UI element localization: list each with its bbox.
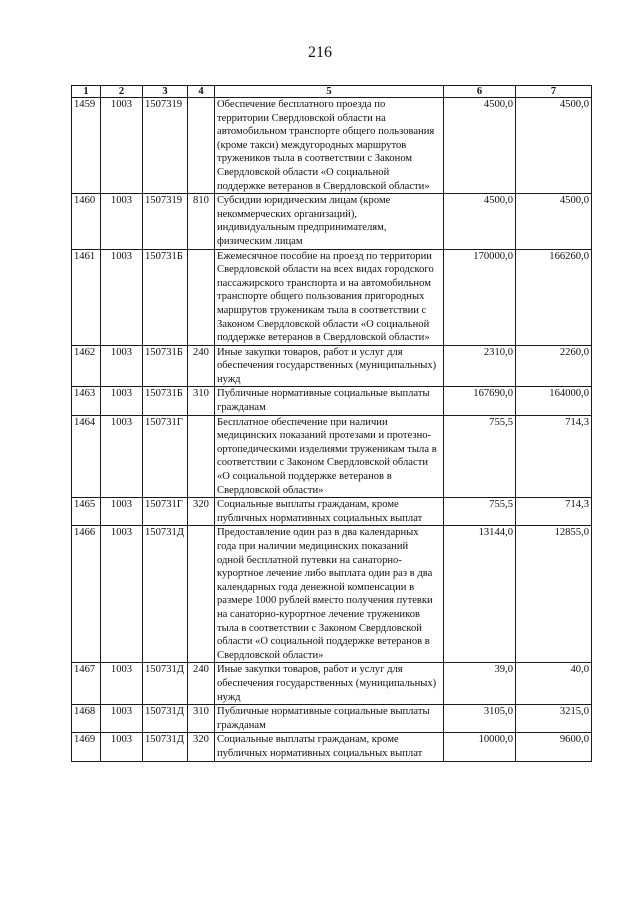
amount-col-7: 3215,0 — [516, 705, 592, 733]
chapter-code: 1003 — [101, 498, 143, 526]
row-number: 1459 — [72, 98, 101, 194]
header-col-4: 4 — [188, 86, 215, 98]
description-line: размере 1000 рублей вместо получения путевки — [217, 595, 433, 607]
row-number: 1468 — [72, 705, 101, 733]
chapter-code: 1003 — [101, 194, 143, 249]
description-line: Публичные нормативные социальные выплаты — [217, 706, 430, 718]
amount-col-6: 13144,0 — [444, 526, 516, 663]
chapter-code: 1003 — [101, 345, 143, 387]
description-line: автомобильном транспорте общего пользования — [217, 126, 435, 138]
target-article-code: 150731Б — [143, 345, 188, 387]
description-line: пассажирского транспорта и на автомобильном — [217, 277, 431, 289]
table-row — [72, 526, 592, 663]
chapter-code: 1003 — [101, 249, 143, 345]
description-line: Публичные нормативные социальные выплаты — [217, 388, 430, 400]
amount-col-6: 4500,0 — [444, 98, 516, 194]
target-article-code: 150731Г — [143, 498, 188, 526]
description-line: обеспечения государственных (муниципальных) — [217, 677, 437, 689]
description-line: гражданам — [217, 402, 266, 414]
expense-description — [215, 526, 444, 663]
chapter-code: 1003 — [101, 733, 143, 761]
expense-type-code: 810 — [188, 194, 215, 249]
description-line: территории Свердловской области на — [217, 112, 386, 124]
target-article-code: 1507319 — [143, 98, 188, 194]
description-line: Свердловской области» — [217, 484, 324, 496]
description-line: года при наличии медицинских показаний — [217, 541, 409, 552]
expense-type-code: 240 — [188, 345, 215, 387]
table-row — [72, 733, 592, 761]
description-line: индивидуальным предпринимателям, — [217, 222, 387, 234]
chapter-code: 1003 — [101, 526, 143, 663]
amount-col-6: 755,5 — [444, 498, 516, 526]
description-line: Бесплатное обеспечение при наличии — [217, 416, 388, 428]
description-line: соответствии с Законом Свердловской области — [217, 457, 429, 469]
row-number: 1467 — [72, 663, 101, 705]
row-number: 1463 — [72, 387, 101, 415]
row-number: 1465 — [72, 498, 101, 526]
expense-type-code: 320 — [188, 498, 215, 526]
amount-col-7: 164000,0 — [516, 387, 592, 415]
expense-type-code: 320 — [188, 733, 215, 761]
target-article-code: 150731Г — [143, 415, 188, 498]
expense-type-code: 240 — [188, 663, 215, 705]
table-row — [72, 345, 592, 387]
row-number: 1461 — [72, 249, 101, 345]
description-line: публичных нормативных социальных выплат — [217, 512, 423, 524]
header-col-7: 7 — [516, 86, 592, 98]
table-row — [72, 98, 592, 194]
description-line: одной бесплатной путевки на санаторно- — [217, 554, 402, 566]
target-article-code: 1507319 — [143, 194, 188, 249]
chapter-code: 1003 — [101, 98, 143, 194]
amount-col-7: 166260,0 — [516, 249, 592, 345]
expense-type-code — [188, 415, 215, 498]
description-line: обеспечения государственных (муниципальных) — [217, 360, 437, 372]
header-col-2: 2 — [101, 86, 143, 98]
expense-description — [215, 345, 444, 387]
amount-col-7: 4500,0 — [516, 98, 592, 194]
expense-type-code: 310 — [188, 705, 215, 733]
row-number: 1460 — [72, 194, 101, 249]
expense-type-code — [188, 249, 215, 345]
description-line: Обеспечение бесплатного проезда по — [217, 99, 386, 110]
amount-col-6: 4500,0 — [444, 194, 516, 249]
amount-col-7: 2260,0 — [516, 345, 592, 387]
description-line: «О социальной поддержке ветеранов в — [217, 471, 392, 483]
chapter-code: 1003 — [101, 387, 143, 415]
expense-description — [215, 387, 444, 415]
description-line: области «О социальной поддержке ветеранов в — [217, 636, 430, 648]
header-col-1: 1 — [72, 86, 101, 98]
table-row — [72, 498, 592, 526]
table-row — [72, 415, 592, 498]
amount-col-7: 12855,0 — [516, 526, 592, 663]
description-line: тружеников тыла в соответствии с Законом — [217, 153, 413, 165]
amount-col-6: 10000,0 — [444, 733, 516, 761]
description-line: Свердловской области «О социальной — [217, 166, 390, 178]
chapter-code: 1003 — [101, 415, 143, 498]
description-line: нужд — [217, 373, 241, 385]
description-line: физическим лицам — [217, 235, 303, 247]
description-line: Свердловской области на всех видах городского — [217, 264, 434, 276]
amount-col-6: 170000,0 — [444, 249, 516, 345]
amount-col-6: 3105,0 — [444, 705, 516, 733]
amount-col-7: 9600,0 — [516, 733, 592, 761]
header-col-6: 6 — [444, 86, 516, 98]
expense-description — [215, 663, 444, 705]
description-line: Иные закупки товаров, работ и услуг для — [217, 346, 403, 358]
row-number: 1462 — [72, 345, 101, 387]
target-article-code: 150731Д — [143, 663, 188, 705]
row-number: 1469 — [72, 733, 101, 761]
description-line: гражданам — [217, 719, 266, 731]
description-line: на санаторно-курортное лечение тружеников — [217, 608, 420, 620]
description-line: тыла в соответствии с Законом Свердловской — [217, 622, 422, 634]
amount-col-7: 40,0 — [516, 663, 592, 705]
amount-col-7: 714,3 — [516, 415, 592, 498]
target-article-code: 150731Д — [143, 705, 188, 733]
description-line: Свердловской области» — [217, 649, 324, 661]
table-row — [72, 663, 592, 705]
table-row — [72, 705, 592, 733]
description-line: Субсидии юридическим лицам (кроме — [217, 195, 391, 207]
description-line: публичных нормативных социальных выплат — [217, 747, 423, 759]
expense-description — [215, 415, 444, 498]
target-article-code: 150731Б — [143, 249, 188, 345]
expense-description — [215, 705, 444, 733]
expense-type-code: 310 — [188, 387, 215, 415]
description-line: Предоставление один раз в два календарных — [217, 527, 419, 539]
description-line: транспорте общего пользования пригородных — [217, 291, 425, 303]
header-col-5: 5 — [215, 86, 444, 98]
expense-description — [215, 733, 444, 761]
description-line: курортное лечение либо выплата один раз в два — [217, 568, 433, 580]
description-line: (кроме такси) междугородных маршрутов — [217, 139, 407, 151]
target-article-code: 150731Б — [143, 387, 188, 415]
table-row — [72, 249, 592, 345]
description-line: Иные закупки товаров, работ и услуг для — [217, 664, 403, 676]
description-line: календарных года денежной компенсации в — [217, 581, 415, 593]
description-line: поддержке ветеранов в Свердловской области» — [217, 332, 430, 344]
amount-col-6: 755,5 — [444, 415, 516, 498]
expense-description — [215, 194, 444, 249]
expense-type-code — [188, 98, 215, 194]
description-line: Законом Свердловской области «О социальной — [217, 318, 430, 330]
budget-table — [71, 85, 592, 762]
page-number: 216 — [308, 44, 332, 61]
target-article-code: 150731Д — [143, 526, 188, 663]
description-line: поддержке ветеранов в Свердловской области» — [217, 180, 430, 192]
chapter-code: 1003 — [101, 663, 143, 705]
table-row — [72, 194, 592, 249]
description-line: Социальные выплаты гражданам, кроме — [217, 734, 399, 746]
header-row — [72, 86, 592, 98]
expense-description — [215, 98, 444, 194]
description-line: ортопедическими изделиями труженикам тыла в — [217, 443, 437, 455]
amount-col-6: 2310,0 — [444, 345, 516, 387]
description-line: нужд — [217, 691, 241, 703]
expense-description — [215, 249, 444, 345]
expense-type-code — [188, 526, 215, 663]
header-col-3: 3 — [143, 86, 188, 98]
description-line: Социальные выплаты гражданам, кроме — [217, 499, 399, 511]
description-line: Ежемесячное пособие на проезд по территории — [217, 250, 432, 262]
chapter-code: 1003 — [101, 705, 143, 733]
description-line: некоммерческих организаций), — [217, 208, 358, 220]
description-line: медицинских показаний протезами и протезно- — [217, 430, 432, 442]
amount-col-7: 4500,0 — [516, 194, 592, 249]
row-number: 1466 — [72, 526, 101, 663]
table-row — [72, 387, 592, 415]
amount-col-6: 39,0 — [444, 663, 516, 705]
amount-col-7: 714,3 — [516, 498, 592, 526]
description-line: маршрутов труженикам тыла в соответствии с — [217, 304, 427, 316]
target-article-code: 150731Д — [143, 733, 188, 761]
expense-description — [215, 498, 444, 526]
row-number: 1464 — [72, 415, 101, 498]
amount-col-6: 167690,0 — [444, 387, 516, 415]
